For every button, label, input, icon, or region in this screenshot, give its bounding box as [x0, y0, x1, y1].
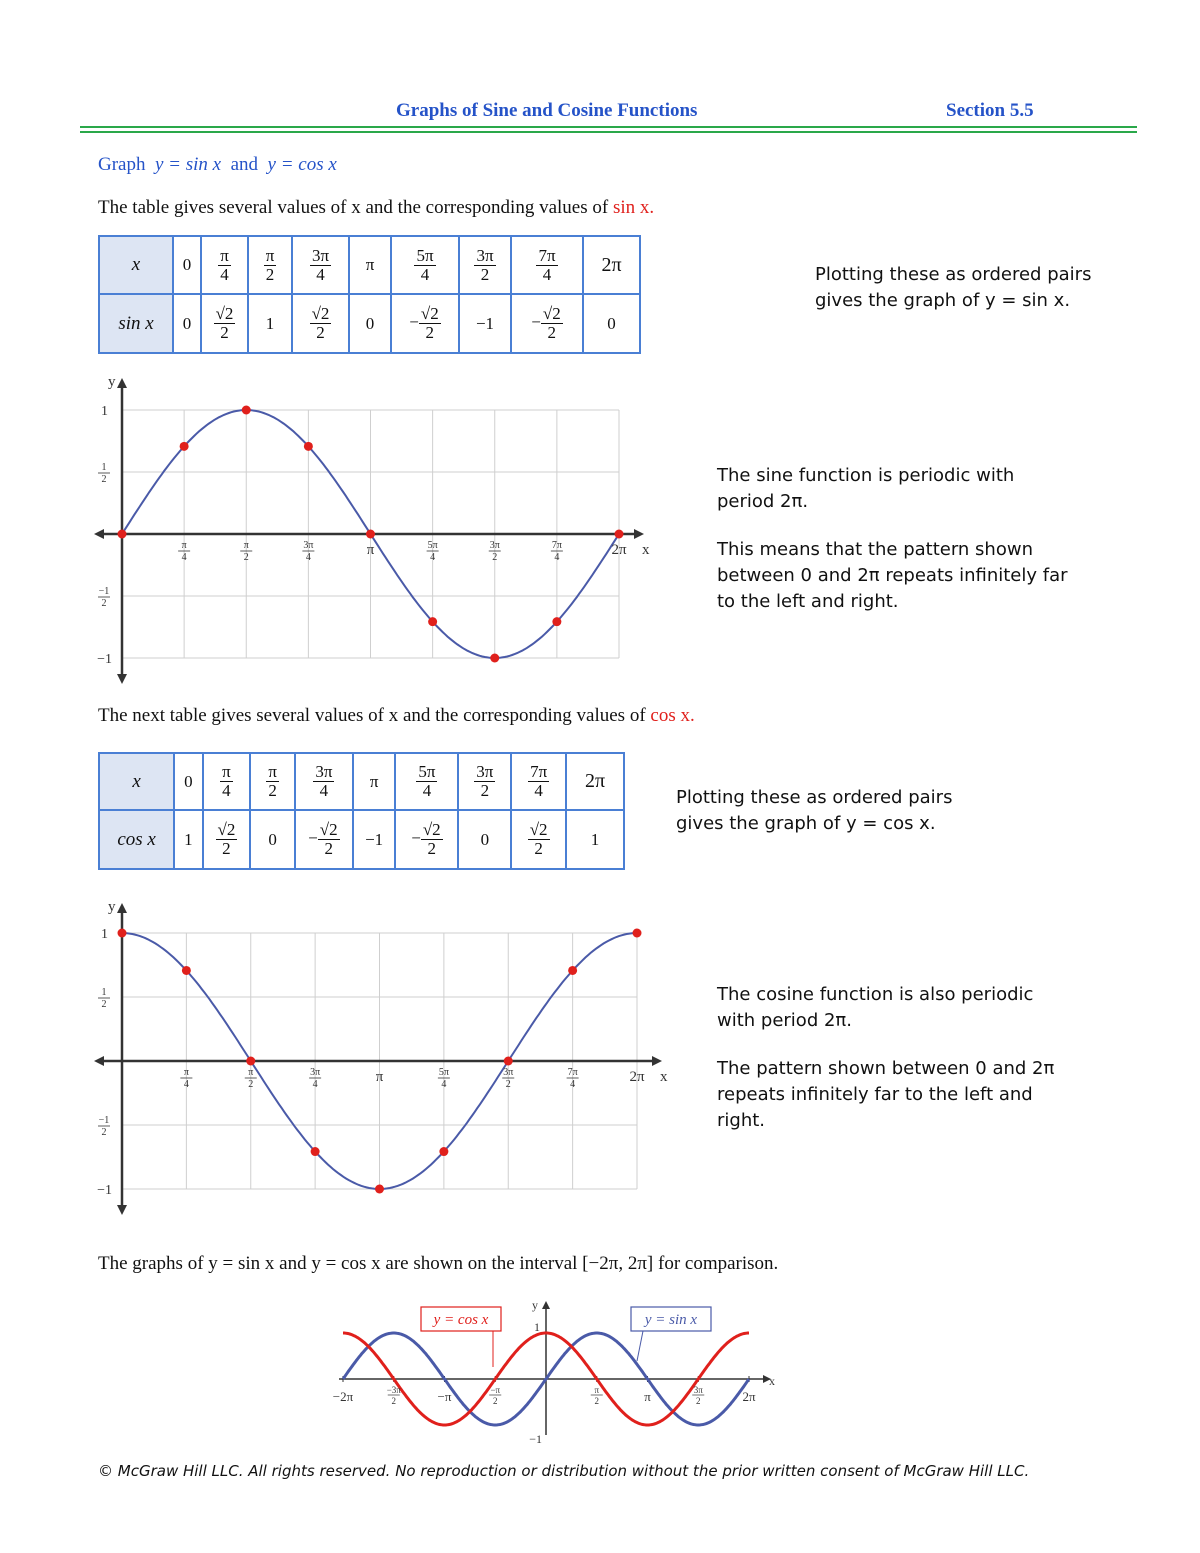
data-point — [246, 1057, 255, 1066]
x-tick-label: 2π — [629, 1069, 645, 1085]
data-point — [118, 929, 127, 938]
x-axis-arrow-left — [94, 1056, 104, 1066]
sin-table-row-header: sin x — [99, 294, 173, 353]
cmp-y-axis-label: y — [532, 1298, 538, 1312]
sin-period-note-line: to the left and right. — [717, 591, 899, 612]
cos-value-table — [98, 752, 625, 870]
data-point — [118, 530, 127, 539]
table-cell: $\frac{5\pi}{4}$ — [395, 753, 458, 810]
y-tick-label: 1 — [101, 927, 108, 942]
cmp-x-tick-label-den: 2 — [696, 1396, 701, 1406]
data-point — [552, 617, 561, 626]
cos-plot-note — [676, 785, 952, 837]
sin-period-note-line: period 2π. — [717, 491, 809, 512]
data-point — [633, 929, 642, 938]
table-cell: 0 — [349, 294, 391, 353]
cos-period-note — [717, 982, 1054, 1134]
data-point — [428, 617, 437, 626]
cos-table-row-header: cos x — [99, 810, 174, 869]
y-axis-arrow-up — [117, 378, 127, 388]
x-tick-label-den: 4 — [305, 552, 311, 563]
sin-table-two-pi: 2π — [583, 236, 640, 294]
table-cell: $\frac{\pi}{2}$ — [250, 753, 295, 810]
intro-line — [98, 152, 337, 178]
x-axis-arrow-right — [634, 529, 644, 539]
comparison-chart — [325, 1295, 795, 1445]
table-cell: $\frac{3\pi}{2}$ — [459, 236, 511, 294]
cmp-y-axis-arrow — [542, 1301, 550, 1309]
y-tick-label-den: 2 — [101, 474, 107, 485]
sin-table-intro-func: sin x. — [612, 197, 655, 218]
sin-callout-label: y = sin x — [644, 1312, 698, 1328]
sin-table-intro-text: The table gives several values of x and the corresponding values of — [98, 197, 609, 218]
table-cell: $\frac{7\pi}{4}$ — [511, 753, 566, 810]
table-cell: 2π — [566, 753, 624, 810]
y-tick-label: −1 — [97, 652, 112, 667]
data-point — [615, 530, 624, 539]
cos-callout-label: y = cos x — [433, 1312, 489, 1328]
sin-period-note-line: between 0 and 2π repeats infinitely far — [717, 565, 1068, 586]
x-tick-label-den: 2 — [243, 552, 249, 563]
header-rule-bottom — [80, 131, 1137, 133]
cmp-x-tick-label: −π — [490, 1385, 501, 1395]
copyright-footer: © McGraw Hill LLC. All rights reserved. No reproduction or distribution without the prior written consent of McGraw Hill LLC. — [98, 1462, 1030, 1480]
table-cell: π — [349, 236, 391, 294]
cos-period-note-line: right. — [717, 1110, 766, 1131]
table-cell: −1 — [353, 810, 396, 869]
x-axis-arrow-left — [94, 529, 104, 539]
cmp-y-tick-label: 1 — [534, 1320, 540, 1334]
cmp-x-tick-label: −3π — [386, 1385, 401, 1395]
y-tick-label-den: 2 — [101, 598, 107, 609]
data-point — [182, 966, 191, 975]
x-tick-label: 5π — [438, 1067, 449, 1078]
data-point — [242, 406, 251, 415]
sin-plot-note-line: gives the graph of y = sin x. — [815, 290, 1071, 311]
table-cell: $\frac{\pi}{4}$ — [203, 753, 251, 810]
sin-callout-pointer — [637, 1331, 643, 1361]
intro-graph-word: Graph — [98, 154, 146, 175]
data-point — [375, 1185, 384, 1194]
sin-value-table — [98, 235, 641, 354]
table-cell: − $\frac{√2}{2}$ — [295, 810, 353, 869]
cos-period-note-line: The pattern shown between 0 and 2π — [717, 1058, 1055, 1079]
sin-table-x-row — [99, 236, 640, 294]
table-cell: $\frac{5\pi}{4}$ — [391, 236, 459, 294]
cos-table-intro-text: The next table gives several values of x and the corresponding values of — [98, 705, 646, 726]
table-cell: $\frac{\pi}{4}$ — [201, 236, 248, 294]
cos-table-value-row — [99, 810, 624, 869]
cos-table-x-header: x — [99, 753, 174, 810]
x-axis-label: x — [642, 542, 650, 558]
table-cell: $\frac{√2}{2}$ — [201, 294, 248, 353]
y-axis-arrow-down — [117, 674, 127, 684]
sin-period-note — [717, 463, 1068, 615]
x-tick-label: 3π — [303, 540, 314, 551]
cos-plot-note-line: Plotting these as ordered pairs — [676, 787, 953, 808]
x-tick-label: π — [375, 1069, 384, 1085]
x-tick-label: 7π — [567, 1067, 578, 1078]
cmp-x-axis-label: x — [769, 1374, 775, 1388]
x-tick-label: π — [183, 1067, 189, 1078]
cos-table-x-row — [99, 753, 624, 810]
x-tick-label-den: 2 — [248, 1079, 254, 1090]
table-cell: 0 — [458, 810, 511, 869]
data-point — [504, 1057, 513, 1066]
table-cell: 0 — [173, 236, 201, 294]
cmp-x-tick-label-den: 2 — [391, 1396, 396, 1406]
x-tick-label: 7π — [551, 540, 562, 551]
cosine-chart — [90, 895, 680, 1220]
table-cell: 0 — [173, 294, 201, 353]
cmp-x-tick-label: π — [594, 1385, 600, 1395]
table-cell: 0 — [250, 810, 295, 869]
data-point — [490, 654, 499, 663]
cos-plot-note-line: gives the graph of y = cos x. — [676, 813, 936, 834]
table-cell: 1 — [566, 810, 624, 869]
data-point — [304, 442, 313, 451]
cmp-x-tick-label-den: 2 — [493, 1396, 498, 1406]
table-cell: π — [353, 753, 396, 810]
sin-period-note-line: This means that the pattern shown — [717, 539, 1033, 560]
x-axis-label: x — [660, 1069, 668, 1085]
data-point — [180, 442, 189, 451]
data-point — [439, 1147, 448, 1156]
cos-table-intro — [98, 703, 695, 729]
cmp-y-tick-label: −1 — [529, 1432, 542, 1445]
table-cell: 1 — [248, 294, 292, 353]
cmp-x-tick-label: −π — [437, 1389, 452, 1404]
y-tick-label-den: 2 — [101, 1127, 107, 1138]
sin-table-value-row — [99, 294, 640, 353]
table-cell: $\frac{√2}{2}$ — [203, 810, 251, 869]
x-tick-label: π — [366, 542, 375, 558]
y-tick-label-den: 2 — [101, 999, 107, 1010]
table-cell: $\frac{3\pi}{4}$ — [292, 236, 349, 294]
x-tick-label-den: 4 — [441, 1079, 447, 1090]
table-cell: 1 — [174, 810, 202, 869]
section-label: Section 5.5 — [946, 100, 1034, 121]
sin-plot-note — [815, 262, 1091, 314]
cos-period-note-line: The cosine function is also periodic — [717, 984, 1034, 1005]
x-tick-label-den: 4 — [312, 1079, 318, 1090]
table-cell: $\frac{√2}{2}$ — [511, 810, 566, 869]
sine-chart — [90, 370, 660, 690]
sin-plot-note-line: Plotting these as ordered pairs — [815, 264, 1092, 285]
table-cell: $\frac{√2}{2}$ — [292, 294, 349, 353]
data-point — [311, 1147, 320, 1156]
cos-table-intro-func: cos x. — [650, 705, 695, 726]
table-cell: 0 — [583, 294, 640, 353]
x-tick-label: 3π — [489, 540, 500, 551]
sin-period-note-line: The sine function is periodic with — [717, 465, 1015, 486]
page-title: Graphs of Sine and Cosine Functions — [396, 100, 698, 121]
cmp-x-tick-label: 2π — [742, 1389, 756, 1404]
y-axis-label: y — [108, 899, 116, 915]
x-tick-label-den: 4 — [183, 1079, 189, 1090]
header-rule-top — [80, 126, 1137, 128]
sin-table-x-header: x — [99, 236, 173, 294]
table-cell: $\frac{\pi}{2}$ — [248, 236, 292, 294]
comparison-text: The graphs of y = sin x and y = cos x are shown on the interval [−2π, 2π] for comparison. — [98, 1253, 779, 1274]
intro-and: and — [230, 154, 259, 175]
table-cell: − $\frac{√2}{2}$ — [395, 810, 458, 869]
table-cell: 0 — [174, 753, 202, 810]
sin-table-intro — [98, 195, 654, 221]
table-cell: $\frac{3\pi}{4}$ — [295, 753, 353, 810]
x-tick-label: 3π — [503, 1067, 514, 1078]
cos-period-note-line: with period 2π. — [717, 1010, 852, 1031]
y-tick-label: 1 — [101, 987, 107, 998]
intro-eq-sin: y = sin x — [154, 154, 222, 175]
data-point — [366, 530, 375, 539]
data-point — [568, 966, 577, 975]
x-tick-label-den: 4 — [554, 552, 560, 563]
y-tick-label: −1 — [97, 1183, 112, 1198]
x-axis-arrow-right — [652, 1056, 662, 1066]
cmp-x-tick-label: 3π — [693, 1385, 703, 1395]
cmp-x-tick-label: π — [644, 1389, 651, 1404]
y-axis-arrow-down — [117, 1205, 127, 1215]
x-tick-label-den: 2 — [505, 1079, 511, 1090]
x-tick-label-den: 4 — [570, 1079, 576, 1090]
cmp-x-tick-label: −2π — [332, 1389, 354, 1404]
x-tick-label: π — [248, 1067, 254, 1078]
y-tick-label: −1 — [98, 1115, 110, 1126]
y-tick-label: 1 — [101, 404, 108, 419]
intro-eq-cos: y = cos x — [267, 154, 337, 175]
x-tick-label: π — [243, 540, 249, 551]
y-axis-label: y — [108, 374, 116, 390]
x-tick-label: 5π — [427, 540, 438, 551]
x-tick-label-den: 4 — [430, 552, 436, 563]
x-tick-label-den: 2 — [492, 552, 498, 563]
cos-period-note-line: repeats infinitely far to the left and — [717, 1084, 1033, 1105]
y-tick-label: −1 — [98, 586, 110, 597]
y-axis-arrow-up — [117, 903, 127, 913]
table-cell: − $\frac{√2}{2}$ — [391, 294, 459, 353]
x-tick-label: 3π — [310, 1067, 321, 1078]
table-cell: −1 — [459, 294, 511, 353]
table-cell: $\frac{7\pi}{4}$ — [511, 236, 583, 294]
table-cell: $\frac{3\pi}{2}$ — [458, 753, 511, 810]
x-tick-label-den: 4 — [181, 552, 187, 563]
cmp-x-tick-label-den: 2 — [594, 1396, 599, 1406]
x-tick-label: π — [181, 540, 187, 551]
table-cell: − $\frac{√2}{2}$ — [511, 294, 583, 353]
x-tick-label: 2π — [611, 542, 627, 558]
y-tick-label: 1 — [101, 462, 107, 473]
